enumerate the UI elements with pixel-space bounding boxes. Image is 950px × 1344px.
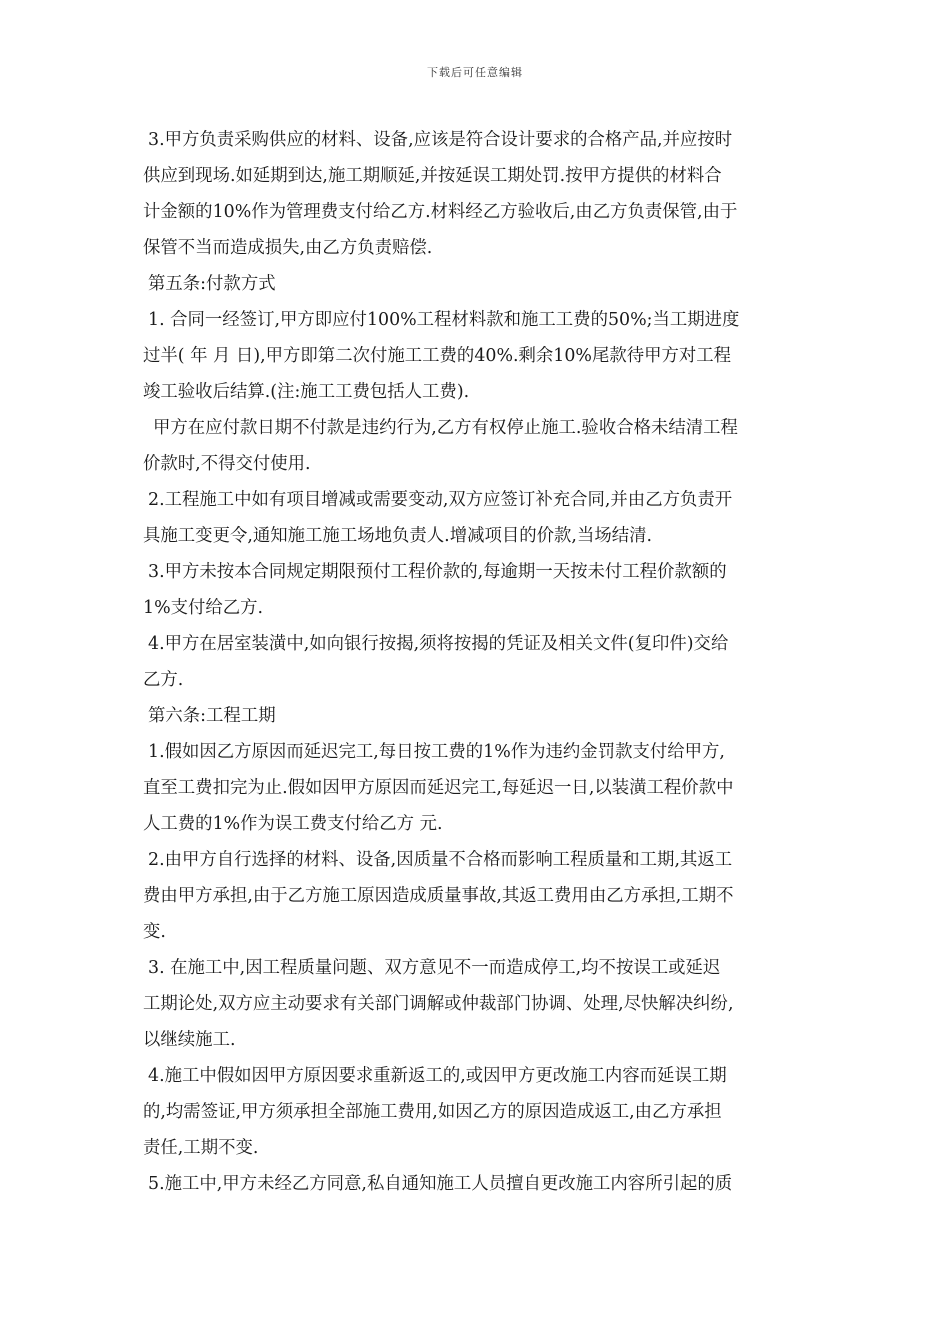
- schedule-1-line-1: 1.假如因乙方原因而延迟完工,每日按工费的1%作为违约金罚款支付给甲方,: [148, 742, 725, 762]
- payment-note-line-2: 价款时,不得交付使用.: [143, 454, 311, 474]
- payment-1-line-2: 过半( 年 月 日),甲方即第二次付施工工费的40%.剩余10%尾款待甲方对工程: [143, 346, 732, 366]
- document-body: [143, 122, 809, 1202]
- payment-2-line-1: 2.工程施工中如有项目增减或需要变动,双方应签订补充合同,并由乙方负责开: [148, 490, 733, 510]
- schedule-2-line-2: 费由甲方承担,由于乙方施工原因造成质量事故,其返工费用由乙方承担,工期不: [143, 886, 734, 906]
- schedule-2-line-1: 2.由甲方自行选择的材料、设备,因质量不合格而影响工程质量和工期,其返工: [148, 850, 733, 870]
- payment-3-line-2: 1%支付给乙方.: [143, 598, 264, 618]
- schedule-1-line-3: 人工费的1%作为误工费支付给乙方 元.: [143, 814, 443, 834]
- clause-3-line-2: 供应到现场.如延期到达,施工期顺延,并按延误工期处罚.按甲方提供的材料合: [143, 166, 722, 186]
- schedule-4-line-2: 的,均需签证,甲方须承担全部施工费用,如因乙方的原因造成返工,由乙方承担: [143, 1102, 722, 1122]
- payment-2-line-2: 具施工变更令,通知施工施工场地负责人.增减项目的价款,当场结清.: [143, 526, 653, 546]
- article-6-heading: 第六条:工程工期: [148, 706, 276, 726]
- schedule-2-line-3: 变.: [143, 922, 166, 942]
- payment-1-line-3: 竣工验收后结算.(注:施工工费包括人工费).: [143, 382, 470, 402]
- schedule-4-line-1: 4.施工中假如因甲方原因要求重新返工的,或因甲方更改施工内容而延误工期: [148, 1066, 727, 1086]
- payment-4-line-1: 4.甲方在居室装潢中,如向银行按揭,须将按揭的凭证及相关文件(复印件)交给: [148, 634, 729, 654]
- page-header: 下载后可任意编辑: [427, 66, 523, 79]
- schedule-3-line-3: 以继续施工.: [143, 1030, 236, 1050]
- article-5-heading: 第五条:付款方式: [148, 274, 276, 294]
- schedule-5-line-1: 5.施工中,甲方未经乙方同意,私自通知施工人员擅自更改施工内容所引起的质: [148, 1174, 733, 1194]
- payment-1-line-1: 1. 合同一经签订,甲方即应付100%工程材料款和施工工费的50%;当工期进度: [148, 310, 740, 330]
- schedule-3-line-2: 工期论处,双方应主动要求有关部门调解或仲裁部门协调、处理,尽快解决纠纷,: [143, 994, 734, 1014]
- schedule-3-line-1: 3. 在施工中,因工程质量问题、双方意见不一而造成停工,均不按误工或延迟: [148, 958, 721, 978]
- clause-3-line-3: 计金额的10%作为管理费支付给乙方.材料经乙方验收后,由乙方负责保管,由于: [143, 202, 738, 222]
- schedule-1-line-2: 直至工费扣完为止.假如因甲方原因而延迟完工,每延迟一日,以装潢工程价款中: [143, 778, 734, 798]
- clause-3-line-1: 3.甲方负责采购供应的材料、设备,应该是符合设计要求的合格产品,并应按时: [148, 130, 733, 150]
- schedule-4-line-3: 责任,工期不变.: [143, 1138, 259, 1158]
- payment-note-line-1: 甲方在应付款日期不付款是违约行为,乙方有权停止施工.验收合格未结清工程: [153, 418, 738, 438]
- payment-4-line-2: 乙方.: [143, 670, 184, 690]
- payment-3-line-1: 3.甲方未按本合同规定期限预付工程价款的,每逾期一天按未付工程价款额的: [148, 562, 727, 582]
- clause-3-line-4: 保管不当而造成损失,由乙方负责赔偿.: [143, 238, 433, 258]
